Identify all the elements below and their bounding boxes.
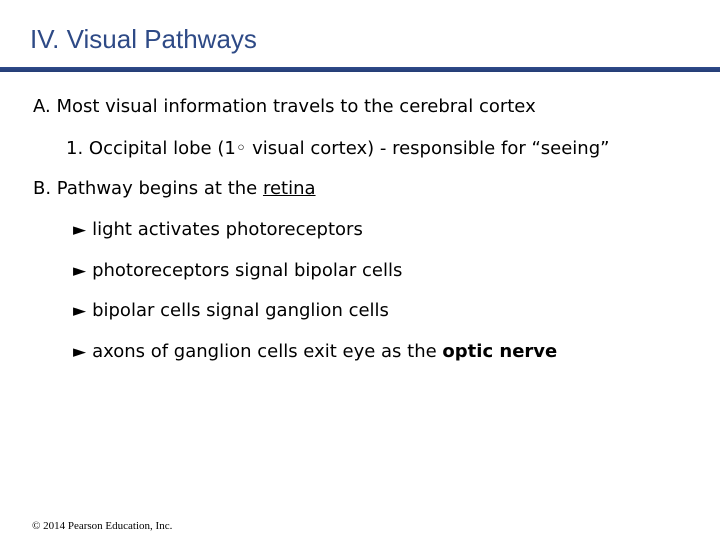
point-b-text: B. Pathway begins at the <box>33 178 263 199</box>
arrow-icon: ► <box>73 342 87 362</box>
retina-term: retina <box>262 178 316 199</box>
arrow-icon: ► <box>73 220 87 240</box>
arrow-icon: ► <box>73 261 87 281</box>
bullet-text: light activates photoreceptors <box>92 219 363 240</box>
point-b <box>33 180 316 198</box>
point-a1: 1. Occipital lobe (1◦ visual cortex) - responsible for “seeing” <box>66 138 610 159</box>
bullet-item <box>73 262 402 280</box>
slide-title: IV. Visual Pathways <box>30 24 257 54</box>
bullet-item <box>73 302 389 320</box>
point-a: A. Most visual information travels to the cerebral cortex <box>33 96 536 117</box>
bullet-text: axons of ganglion cells exit eye as the <box>92 341 443 362</box>
bullet-item <box>73 221 363 239</box>
bullet-item <box>73 343 557 361</box>
bullet-text: bipolar cells signal ganglion cells <box>92 300 389 321</box>
title-divider <box>0 67 720 72</box>
optic-nerve-term: optic nerve <box>442 341 558 362</box>
arrow-icon: ► <box>73 301 87 321</box>
copyright-footer: © 2014 Pearson Education, Inc. <box>32 520 173 532</box>
bullet-text: photoreceptors signal bipolar cells <box>92 260 403 281</box>
